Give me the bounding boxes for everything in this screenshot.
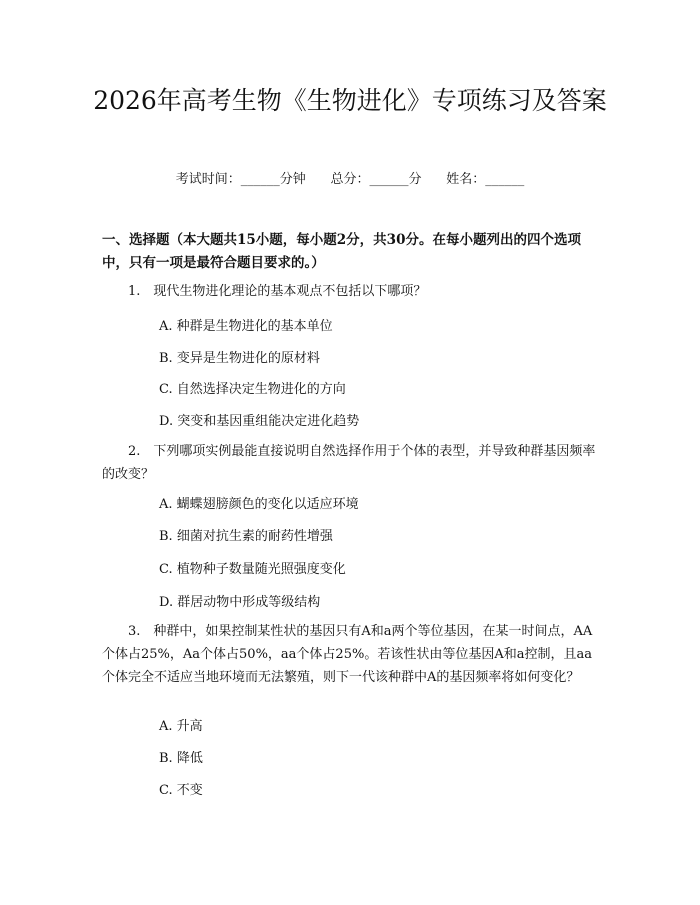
question-3-option-c: C. 不变 — [159, 783, 203, 798]
section-heading: 一、选择题（本大题共15小题，每小题2分，共30分。在每小题列出的四个选项中，只有一项是最符合题目要求的。） — [102, 232, 581, 271]
question-1-option-d: D. 突变和基因重组能决定进化趋势 — [159, 414, 360, 429]
question-2-option-b: B. 细菌对抗生素的耐药性增强 — [159, 529, 333, 544]
question-2: 2. 下列哪项实例最能直接说明自然选择作用于个体的表型，并导致种群基因频率的改变？ — [102, 444, 596, 482]
question-1-option-a: A. 种群是生物进化的基本单位 — [159, 319, 333, 334]
question-3-option-a: A. 升高 — [159, 719, 203, 734]
question-2-option-d: D. 群居动物中形成等级结构 — [159, 595, 321, 610]
question-1-option-b: B. 变异是生物进化的原材料 — [159, 351, 320, 366]
question-3-option-b: B. 降低 — [159, 751, 203, 766]
question-2-option-a: A. 蝴蝶翅膀颜色的变化以适应环境 — [159, 497, 359, 512]
question-3: 3. 种群中，如果控制某性状的基因只有A和a两个等位基因，在某一时间点，AA个体占25%，Aa个体占50%，aa个体占25%。若该性状由等位基因A和a控制，且aa个体完全不适应当地环境而无法繁殖，则下一代该种群中A的基因频率将如何变化？ — [102, 624, 593, 685]
question-1: 1. 现代生物进化理论的基本观点不包括以下哪项？ — [128, 284, 427, 299]
question-2-option-c: C. 植物种子数量随光照强度变化 — [159, 562, 346, 577]
exam-info-line: 考试时间：______分钟 总分：______分 姓名：______ — [175, 172, 525, 187]
question-1-option-c: C. 自然选择决定生物进化的方向 — [159, 382, 346, 397]
document-title: 2026年高考生物《生物进化》专项练习及答案 — [93, 86, 607, 115]
